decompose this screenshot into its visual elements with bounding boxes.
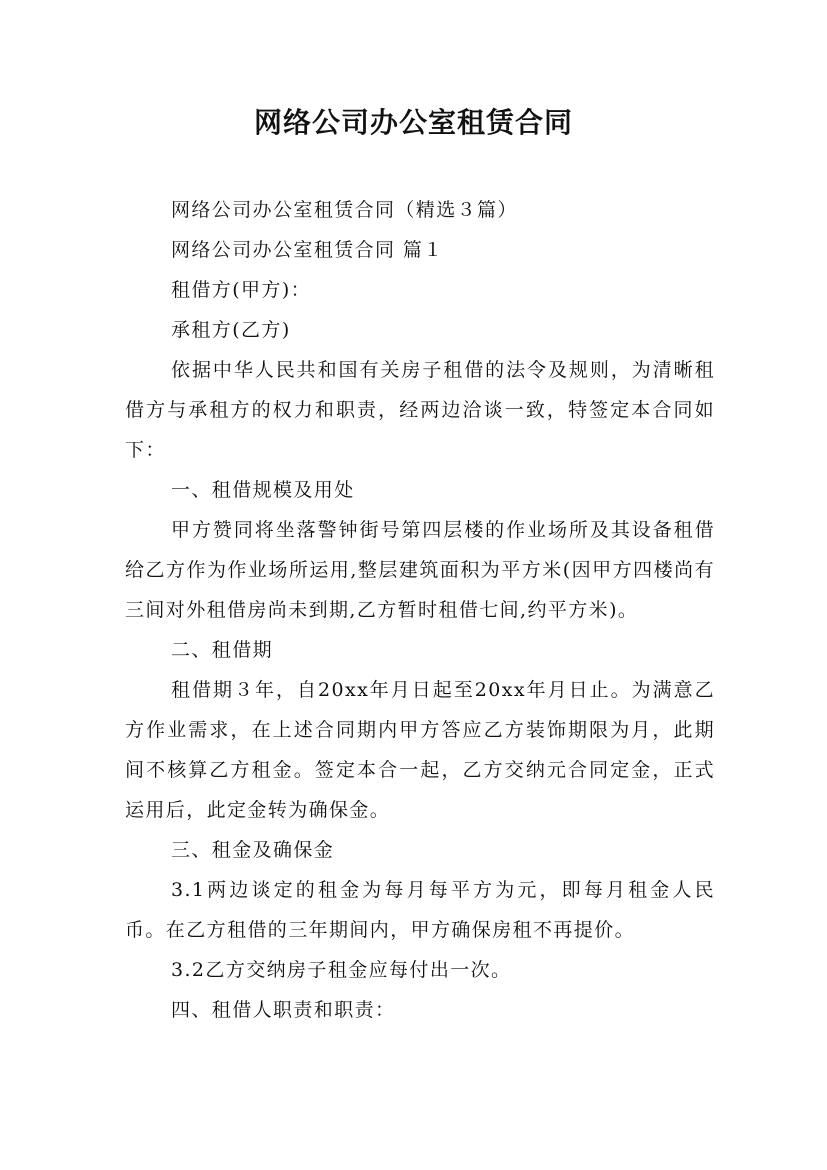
heading-lease-term: 二、租借期 bbox=[171, 639, 274, 661]
heading-lessee-duties: 四、租借人职责和职责： bbox=[171, 999, 396, 1021]
paragraph-lessor: 租借方(甲方)： bbox=[171, 279, 312, 301]
paragraph-rent-3-2: 3.2乙方交纳房子租金应每付出一次。 bbox=[171, 959, 512, 981]
paragraph-scope-and-use: 甲方赞同将坐落警钟街号第四层楼的作业场所及其设备租借给乙方作为作业场所运用,整层建筑面积为平方米(因甲方四楼尚有三间对外租借房尚未到期,乙方暂时租借七间,约平方米)。 bbox=[125, 519, 715, 621]
document-title: 网络公司办公室租赁合同 bbox=[253, 106, 573, 139]
heading-rent-and-deposit: 三、租金及确保金 bbox=[171, 839, 335, 861]
paragraph-preamble: 依据中华人民共和国有关房子租借的法令及规则，为清晰租借方与承租方的权力和职责，经两边洽谈一致，特签定本合同如下： bbox=[125, 359, 715, 461]
paragraph-lease-term: 租借期３年，自20xx年月日起至20xx年月日止。为满意乙方作业需求，在上述合同期内甲方答应乙方装饰期限为月，此期间不核算乙方租金。签定本合一起，乙方交纳元合同定金，正式运用后，此定金转为确保金。 bbox=[125, 679, 715, 821]
paragraph-lessee: 承租方(乙方) bbox=[171, 319, 291, 341]
document-body bbox=[125, 190, 715, 1030]
heading-scope-and-use: 一、租借规模及用处 bbox=[171, 479, 355, 501]
paragraph-subtitle: 网络公司办公室租赁合同（精选３篇） bbox=[171, 199, 518, 221]
paragraph-rent-3-1: 3.1两边谈定的租金为每月每平方为元，即每月租金人民币。在乙方租借的三年期间内，甲方确保房租不再提价。 bbox=[125, 879, 715, 941]
paragraph-section-heading: 网络公司办公室租赁合同 篇１ bbox=[171, 239, 444, 261]
